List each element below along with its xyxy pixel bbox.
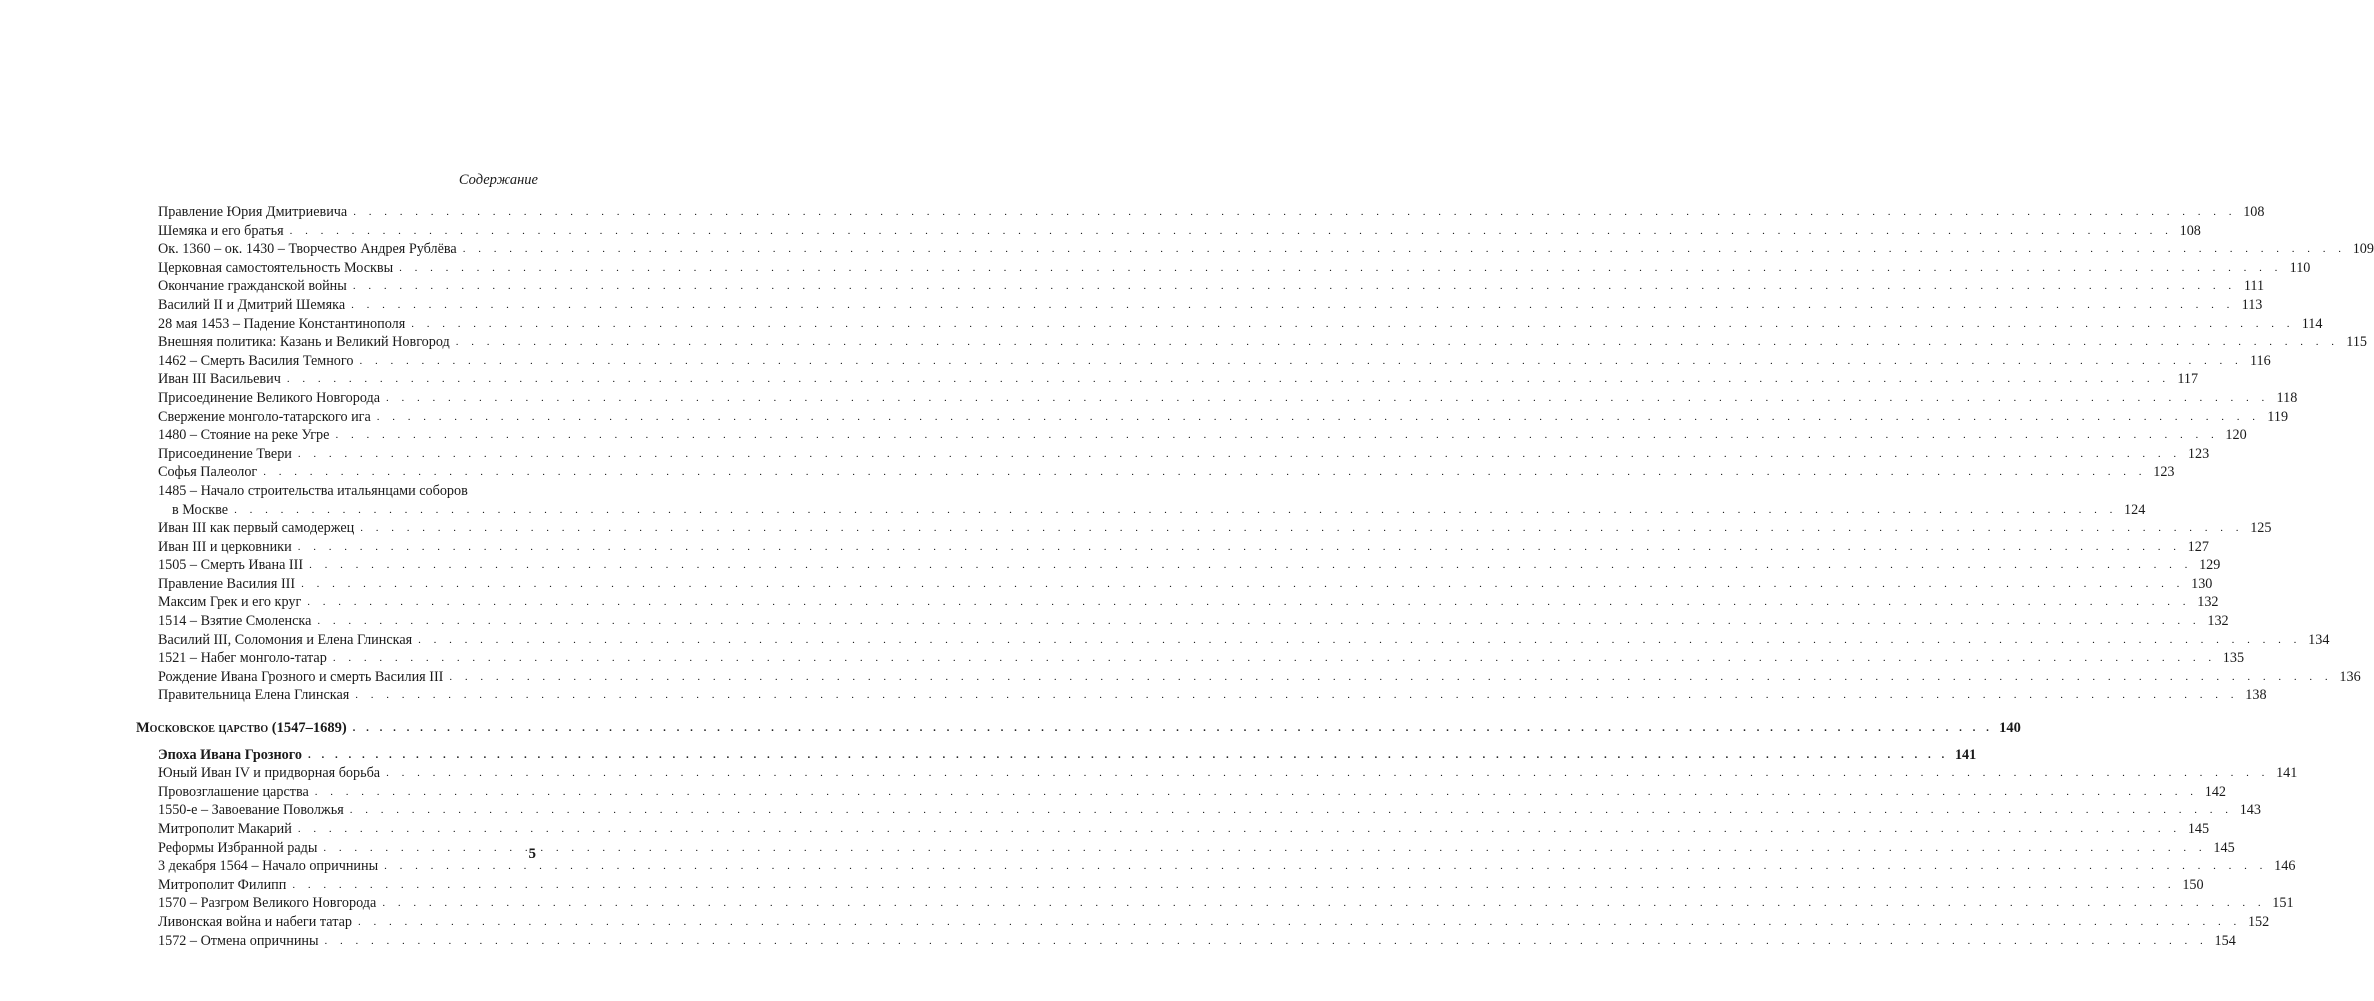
toc-entry-title: Присоединение Великого Новгорода xyxy=(158,389,381,406)
table-of-contents xyxy=(136,203,2374,950)
dot-leader xyxy=(292,445,2181,464)
toc-entry-page: 123 xyxy=(2153,464,2175,481)
toc-entry[interactable] xyxy=(136,333,2368,352)
toc-group-2 xyxy=(136,519,2361,705)
toc-entry-page: 142 xyxy=(2204,783,2226,800)
toc-entry-title: в Москве xyxy=(172,501,229,518)
dot-leader xyxy=(281,370,2170,389)
toc-entry-title: Свержение монголо-татарского ига xyxy=(158,408,371,425)
toc-entry-title: Правительница Елена Глинская xyxy=(158,687,350,704)
dot-leader xyxy=(292,820,2181,839)
toc-entry-page: 120 xyxy=(2225,427,2247,444)
toc-entry-page: 127 xyxy=(2187,538,2209,555)
toc-entry-page: 132 xyxy=(2197,594,2219,611)
dot-leader xyxy=(292,538,2181,557)
toc-group-3 xyxy=(136,764,2298,950)
toc-entry-title: Присоединение Твери xyxy=(158,445,292,462)
toc-entry-page: 135 xyxy=(2222,650,2245,667)
dot-leader xyxy=(317,839,2206,858)
toc-entry[interactable] xyxy=(136,631,2330,650)
toc-entry-page: 117 xyxy=(2177,371,2199,388)
toc-entry[interactable] xyxy=(136,463,2175,482)
toc-entry[interactable] xyxy=(136,556,2221,575)
toc-entry[interactable] xyxy=(136,668,2361,687)
toc-entry[interactable] xyxy=(136,801,2261,820)
toc-part-entry[interactable] xyxy=(136,719,2021,738)
toc-entry-title: Шемяка и его братья xyxy=(158,222,284,239)
toc-entry-title: Иван III как первый самодержец xyxy=(158,520,355,537)
toc-entry-page: 152 xyxy=(2247,913,2270,930)
dot-leader xyxy=(286,876,2175,895)
toc-entry-page: 124 xyxy=(2124,501,2146,518)
toc-entry-title: Митрополит Филипп xyxy=(158,876,287,893)
section-gap xyxy=(136,738,537,746)
dot-leader xyxy=(347,719,1993,738)
dot-leader xyxy=(412,631,2301,650)
dot-leader xyxy=(284,222,2173,241)
toc-entry[interactable] xyxy=(136,277,2265,296)
dot-leader xyxy=(344,801,2233,820)
toc-entry-title: Провозглашение царства xyxy=(158,783,309,800)
toc-entry-page: 110 xyxy=(2289,259,2311,276)
dot-leader xyxy=(349,686,2238,705)
dot-leader xyxy=(457,240,2346,259)
toc-entry-page: 109 xyxy=(2352,241,2374,258)
toc-entry-title: 1480 – Стояние на реке Угре xyxy=(158,427,330,444)
toc-chapter-page: 141 xyxy=(1954,746,1977,763)
toc-entry-title: Правление Василия III xyxy=(158,575,296,592)
toc-entry-title: 1550-е – Завоевание Поволжья xyxy=(158,802,344,819)
toc-entry[interactable] xyxy=(136,259,2311,278)
toc-entry[interactable] xyxy=(136,593,2219,612)
toc-entry-title: Окончание гражданской войны xyxy=(158,278,347,295)
toc-entry-title: 1462 – Смерть Василия Темного xyxy=(158,352,354,369)
toc-entry-title: 1514 – Взятие Смоленска xyxy=(158,613,312,630)
dot-leader xyxy=(329,426,2218,445)
toc-chapter-entry[interactable] xyxy=(136,746,1977,765)
toc-entry-title: 3 декабря 1564 – Начало опричнины xyxy=(158,858,379,875)
dot-leader xyxy=(371,408,2260,427)
toc-entry-title: Василий III, Соломония и Елена Глинская xyxy=(158,631,413,648)
toc-entry[interactable] xyxy=(136,203,2265,222)
toc-entry[interactable] xyxy=(136,686,2267,705)
toc-entry[interactable] xyxy=(136,764,2298,783)
toc-entry-page: 125 xyxy=(2250,520,2272,537)
page-number: 5 xyxy=(528,846,536,862)
dot-leader xyxy=(376,894,2265,913)
toc-entry[interactable] xyxy=(136,240,2374,259)
dot-leader xyxy=(354,519,2243,538)
toc-entry-page: 129 xyxy=(2199,557,2221,574)
toc-group-1 xyxy=(136,203,2374,482)
running-head: Содержание xyxy=(458,172,538,188)
dot-leader xyxy=(380,764,2269,783)
toc-entry[interactable] xyxy=(136,894,2294,913)
toc-part-page: 140 xyxy=(1999,720,2021,737)
dot-leader xyxy=(347,203,2236,222)
toc-entry[interactable] xyxy=(136,913,2270,932)
toc-entry-title: Митрополит Макарий xyxy=(158,821,292,837)
toc-entry[interactable] xyxy=(136,575,2213,594)
dot-leader xyxy=(319,932,2208,951)
toc-entry[interactable] xyxy=(136,820,2210,839)
dot-leader xyxy=(405,315,2294,334)
toc-entry[interactable] xyxy=(136,519,2272,538)
dot-leader xyxy=(302,746,1948,765)
toc-entry-page: 130 xyxy=(2191,575,2213,592)
toc-entry-page: 114 xyxy=(2301,315,2323,332)
toc-chapter-title: Эпоха Ивана Грозного xyxy=(158,746,302,763)
toc-entry[interactable] xyxy=(136,538,2209,557)
toc-entry[interactable] xyxy=(136,876,2204,895)
toc-entry[interactable] xyxy=(136,352,2271,371)
toc-entry[interactable] xyxy=(136,315,2323,334)
toc-entry-title: 1485 – Начало строительства итальянцами соборов xyxy=(158,482,468,499)
dot-leader xyxy=(353,352,2242,371)
toc-entry-page: 150 xyxy=(2182,876,2204,893)
dot-leader xyxy=(450,333,2339,352)
toc-entry[interactable] xyxy=(136,426,2247,445)
dot-leader xyxy=(303,556,2192,575)
toc-entry[interactable] xyxy=(136,445,2210,464)
dot-leader xyxy=(327,649,2216,668)
dot-leader xyxy=(295,575,2184,594)
toc-entry-title: Ок. 1360 – ок. 1430 – Творчество Андрея Рублёва xyxy=(158,241,457,258)
toc-entry[interactable] xyxy=(136,612,2229,631)
toc-entry-page: 146 xyxy=(2274,858,2296,875)
toc-entry-title: Рождение Ивана Грозного и смерть Василия III xyxy=(158,668,444,685)
toc-entry-page: 134 xyxy=(2308,631,2330,648)
toc-entry-page: 119 xyxy=(2267,408,2289,425)
toc-entry-title: Реформы Избранной рады xyxy=(158,839,318,856)
toc-entry-multiline-first[interactable] xyxy=(136,482,537,501)
toc-entry-page: 141 xyxy=(2276,765,2298,782)
toc-entry-title: 1570 – Разгром Великого Новгорода xyxy=(158,895,377,912)
toc-entry-title: Церковная самостоятельность Москвы xyxy=(158,259,394,276)
toc-entry[interactable] xyxy=(136,370,2199,389)
toc-entry-page: 145 xyxy=(2213,839,2235,856)
toc-entry-title: 1572 – Отмена опричнины xyxy=(158,932,319,949)
dot-leader xyxy=(311,612,2200,631)
toc-entry-title: 28 мая 1453 – Падение Константинополя xyxy=(158,315,406,332)
toc-entry-page: 138 xyxy=(2245,687,2267,704)
toc-entry-multiline-second[interactable] xyxy=(136,501,2146,520)
dot-leader xyxy=(378,857,2267,876)
toc-entry-title: Правление Юрия Дмитриевича xyxy=(158,204,348,220)
dot-leader xyxy=(443,668,2332,687)
toc-entry-page: 151 xyxy=(2272,895,2294,912)
dot-leader xyxy=(301,593,2190,612)
toc-entry-title: Ливонская война и набеги татар xyxy=(158,913,352,930)
toc-entry-title: 1521 – Набег монголо-татар xyxy=(158,650,327,667)
dot-leader xyxy=(228,501,2117,520)
toc-entry-page: 118 xyxy=(2276,389,2298,406)
toc-entry[interactable] xyxy=(136,222,2201,241)
dot-leader xyxy=(393,259,2282,278)
dot-leader xyxy=(352,913,2241,932)
toc-entry-title: Максим Грек и его круг xyxy=(158,594,302,611)
toc-entry[interactable] xyxy=(136,857,2296,876)
toc-entry[interactable] xyxy=(136,839,2235,858)
dot-leader xyxy=(257,463,2146,482)
toc-entry-page: 116 xyxy=(2249,352,2271,369)
toc-entry-title: Иван III и церковники xyxy=(158,538,292,555)
toc-entry[interactable] xyxy=(136,649,2245,668)
toc-entry[interactable] xyxy=(136,408,2289,427)
toc-entry[interactable] xyxy=(136,296,2263,315)
toc-entry[interactable] xyxy=(136,389,2298,408)
dot-leader xyxy=(347,277,2236,296)
toc-entry-page: 108 xyxy=(2179,222,2201,239)
toc-entry-title: Василий II и Дмитрий Шемяка xyxy=(158,296,346,313)
toc-entry-title: Внешняя политика: Казань и Великий Новгород xyxy=(158,334,450,351)
toc-entry-title: Иван III Васильевич xyxy=(158,371,281,388)
toc-entry-page: 145 xyxy=(2187,821,2210,837)
toc-entry-page: 115 xyxy=(2346,334,2368,351)
dot-leader xyxy=(345,296,2234,315)
toc-entry-title: 1505 – Смерть Ивана III xyxy=(158,557,304,574)
toc-entry-page: 108 xyxy=(2243,204,2265,220)
toc-entry[interactable] xyxy=(136,783,2226,802)
toc-entry[interactable] xyxy=(136,932,2236,951)
toc-entry-title: Юный Иван IV и придворная борьба xyxy=(158,765,381,782)
toc-part-title: Московское царство (1547–1689) xyxy=(136,720,347,737)
toc-entry-page: 113 xyxy=(2241,296,2263,313)
toc-entry-page: 143 xyxy=(2239,802,2261,819)
toc-entry-page: 111 xyxy=(2243,278,2265,295)
toc-entry-page: 154 xyxy=(2214,932,2236,949)
toc-entry-page: 136 xyxy=(2339,668,2361,685)
toc-entry-title: Софья Палеолог xyxy=(158,464,258,481)
dot-leader xyxy=(380,389,2269,408)
toc-entry-page: 123 xyxy=(2187,445,2210,462)
section-gap xyxy=(136,705,537,719)
toc-entry-page: 132 xyxy=(2207,613,2229,630)
dot-leader xyxy=(309,783,2198,802)
